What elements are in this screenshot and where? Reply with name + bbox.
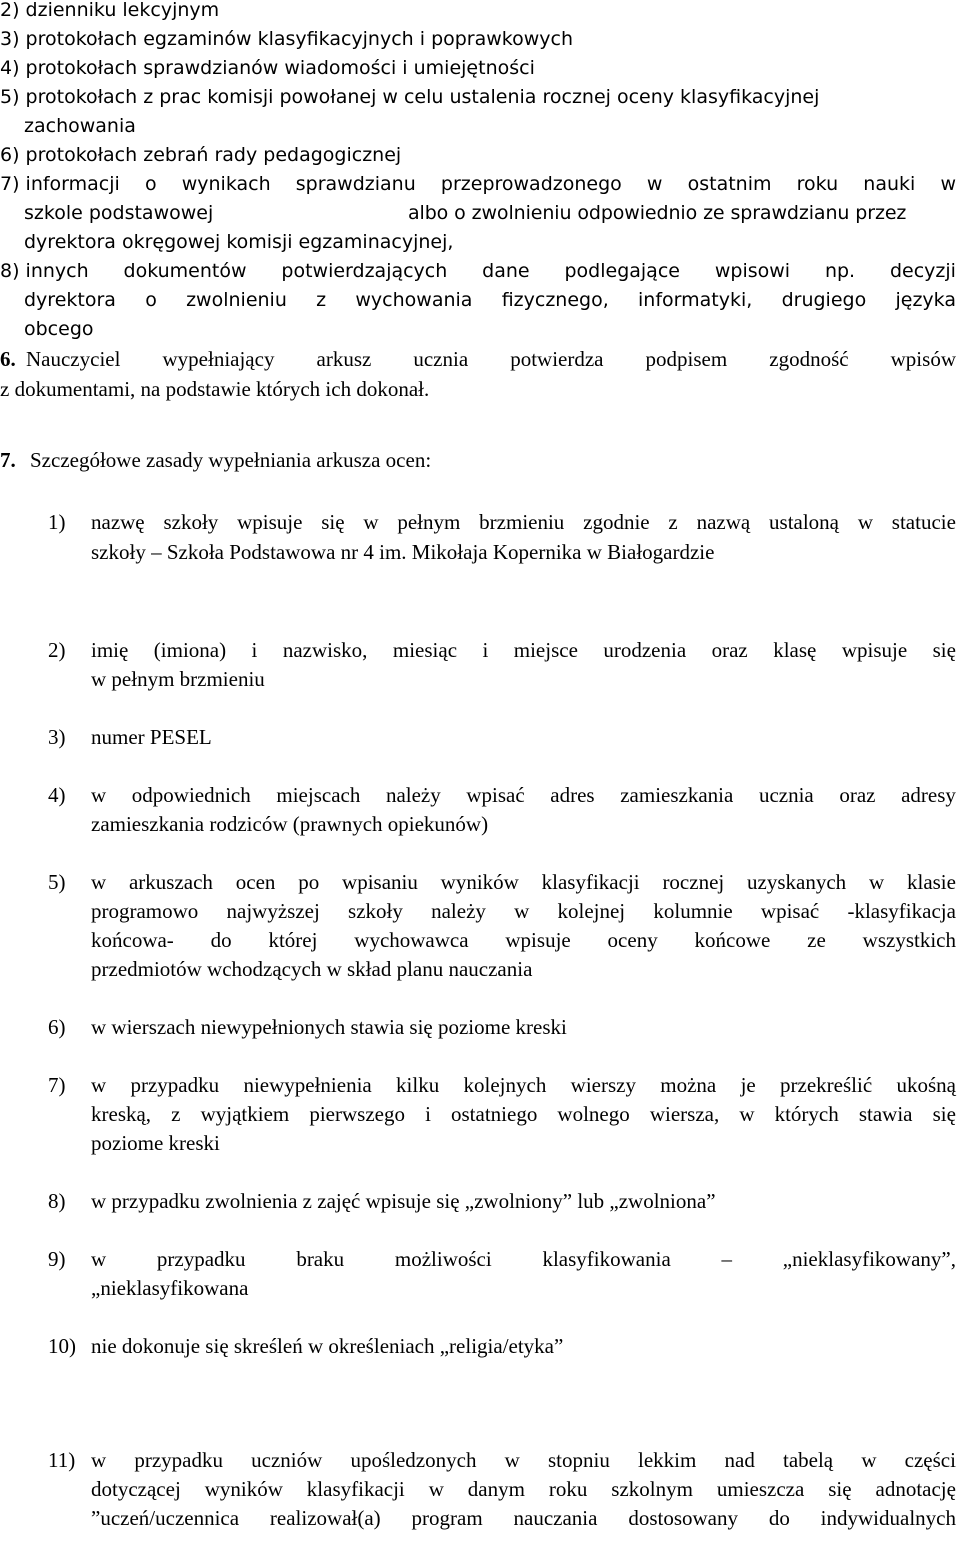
word: z (668, 510, 678, 534)
word: stawia (858, 1102, 913, 1126)
word: dostosowany (628, 1506, 738, 1530)
word: ukośną (896, 1073, 956, 1097)
word: je (740, 1073, 756, 1097)
word: np. (824, 260, 856, 282)
word: w (91, 1448, 107, 1472)
word: nauki (863, 173, 916, 195)
word: się (828, 1477, 852, 1501)
word: arkuszach (128, 870, 213, 894)
word: i (251, 638, 258, 662)
word: podlegające (564, 260, 680, 282)
word: -klasyfikacja (847, 899, 956, 923)
word: podpisem (645, 347, 728, 371)
word: dotyczącej (91, 1477, 181, 1501)
list-item: 6) protokołach zebrań rady pedagogicznej (0, 144, 402, 166)
list-item: 2) dzienniku lekcyjnym (0, 0, 220, 21)
word: adresy (901, 783, 956, 807)
word: lekkim (638, 1448, 697, 1472)
word: ostatniego (451, 1102, 538, 1126)
rule-text (91, 785, 956, 806)
word: przypadku (134, 1448, 223, 1472)
word: z (316, 289, 327, 311)
word: szkolnym (611, 1477, 693, 1501)
word: wychowawca (354, 928, 469, 952)
word: klasę (773, 638, 817, 662)
word: wyników (204, 1477, 283, 1501)
word: rocznej (662, 870, 725, 894)
word: odpowiednich (131, 783, 251, 807)
word: braku (296, 1247, 345, 1271)
word: wynikach (181, 173, 271, 195)
word: w (861, 1448, 877, 1472)
rule-text (91, 1249, 956, 1270)
word: zamieszkania (620, 783, 734, 807)
word: możliwości (394, 1247, 492, 1271)
word: w (857, 510, 873, 534)
word: adres (550, 783, 595, 807)
word: się (321, 510, 345, 534)
rule-text (91, 1450, 956, 1471)
word: w (91, 783, 107, 807)
word: się (932, 1102, 956, 1126)
word: wiersza, (649, 1102, 720, 1126)
word: w (91, 870, 107, 894)
word: potwierdzających (281, 260, 448, 282)
rule-text: nie dokonuje się skreśleń w określeniach „religia/etyka” (91, 1334, 564, 1358)
paragraph-line (26, 349, 956, 370)
word: nauczania (513, 1506, 598, 1530)
rule-number: 8) (48, 1189, 66, 1213)
word: Nauczyciel (26, 347, 121, 371)
word: klasyfikacji (306, 1477, 405, 1501)
word: – (721, 1247, 733, 1271)
word: wpisuje (505, 928, 571, 952)
word: imię (91, 638, 129, 662)
word: końcowa- (91, 928, 174, 952)
word: ucznia (758, 783, 814, 807)
rule-text: numer PESEL (91, 725, 212, 749)
word: (imiona) (153, 638, 227, 662)
word: decyzji (889, 260, 956, 282)
word: 7) informacji (0, 173, 120, 195)
word: ”uczeń/uczennica (91, 1506, 240, 1530)
word: uczniów (251, 1448, 323, 1472)
word: klasyfikowania (542, 1247, 671, 1271)
word: stopniu (547, 1448, 610, 1472)
word: należy (431, 899, 486, 923)
word: do (768, 1506, 790, 1530)
word: drugiego (781, 289, 867, 311)
word: umieszcza (716, 1477, 805, 1501)
word: indywidualnych (820, 1506, 956, 1530)
word: można (660, 1073, 717, 1097)
rule-text: w wierszach niewypełnionych stawia się poziome kreski (91, 1015, 567, 1039)
word: wpisowi (714, 260, 791, 282)
word: kilku (396, 1073, 440, 1097)
rule-number: 2) (48, 638, 66, 662)
word: oceny (607, 928, 658, 952)
word: pełnym (397, 510, 461, 534)
rule-text (91, 512, 956, 533)
word: o (145, 289, 157, 311)
word: końcowe (694, 928, 771, 952)
word: części (904, 1448, 956, 1472)
word: oraz (711, 638, 748, 662)
word: przypadku (156, 1247, 246, 1271)
word: szkoły (348, 899, 403, 923)
word: wpisać (760, 899, 820, 923)
word: wszystkich (862, 928, 956, 952)
rule-text-continuation: „nieklasyfikowana (91, 1276, 249, 1300)
word: w (514, 899, 530, 923)
word: nazwisko, (282, 638, 368, 662)
word: program (411, 1506, 483, 1530)
word: wpisów (890, 347, 956, 371)
word: wychowania (355, 289, 473, 311)
word: pierwszego (309, 1102, 405, 1126)
word: ucznia (413, 347, 469, 371)
word: z (171, 1102, 181, 1126)
list-item-continuation: szkole podstawowej (24, 202, 214, 224)
word: brzmieniu (479, 510, 565, 534)
rule-text-continuation: poziome kreski (91, 1131, 220, 1155)
word: miesiąc (392, 638, 458, 662)
word: wpisuje (841, 638, 908, 662)
word: danym (467, 1477, 525, 1501)
section-number: 7. (0, 448, 16, 472)
word: ostatnim (687, 173, 772, 195)
word: klasyfikacji (541, 870, 640, 894)
word: kolumnie (653, 899, 733, 923)
rule-text-continuation (91, 1508, 956, 1529)
word: klasie (906, 870, 956, 894)
word: której (268, 928, 318, 952)
word: i (482, 638, 489, 662)
word: wypełniający (162, 347, 275, 371)
word: dane (482, 260, 530, 282)
word: nad (724, 1448, 755, 1472)
rule-text (91, 872, 956, 893)
list-item: 3) protokołach egzaminów klasyfikacyjnych i poprawkowych (0, 28, 574, 50)
word: wyjątkiem (200, 1102, 290, 1126)
word: w (940, 173, 956, 195)
section-heading: Szczegółowe zasady wypełniania arkusza ocen: (30, 448, 432, 472)
section-number: 6. (0, 347, 16, 371)
word: adnotację (875, 1477, 956, 1501)
word: fizycznego, (501, 289, 609, 311)
word: których (774, 1102, 839, 1126)
rule-text-continuation (91, 901, 956, 922)
word: „nieklasyfikowany”, (782, 1247, 956, 1271)
word: wpisaniu (342, 870, 418, 894)
word: ze (807, 928, 826, 952)
list-item-continuation: obcego (24, 318, 94, 340)
word: wolnego (557, 1102, 630, 1126)
word: 8) innych (0, 260, 89, 282)
word: szkoły (163, 510, 219, 534)
word: wyników (440, 870, 519, 894)
word: ocen (235, 870, 276, 894)
rule-text-continuation (91, 930, 956, 951)
word: sprawdzianu (295, 173, 416, 195)
word: kolejnej (557, 899, 626, 923)
word: roku (796, 173, 839, 195)
list-item (0, 262, 956, 281)
word: realizował(a) (269, 1506, 381, 1530)
rule-text-continuation: szkoły – Szkoła Podstawowa nr 4 im. Mikołaja Kopernika w Białogardzie (91, 540, 715, 564)
word: niewypełnienia (243, 1073, 372, 1097)
rule-number: 11) (48, 1448, 76, 1472)
word: kolejnych (463, 1073, 547, 1097)
word: i (425, 1102, 431, 1126)
word: o (144, 173, 157, 195)
rule-number: 4) (48, 783, 66, 807)
word: w (91, 1073, 107, 1097)
word: zgodność (769, 347, 849, 371)
word: w (91, 1247, 107, 1271)
rule-number: 9) (48, 1247, 66, 1271)
word: w (869, 870, 885, 894)
word: wierszy (570, 1073, 636, 1097)
rule-text-continuation: przedmiotów wchodzących w skład planu nauczania (91, 957, 533, 981)
word: roku (548, 1477, 588, 1501)
list-item (0, 175, 956, 194)
word: w (646, 173, 663, 195)
word: najwyższej (226, 899, 320, 923)
word: po (298, 870, 320, 894)
word: ustaloną (769, 510, 839, 534)
word: nazwą (696, 510, 751, 534)
word: kreską, (91, 1102, 152, 1126)
rule-number: 6) (48, 1015, 66, 1039)
word: wpisuje (237, 510, 303, 534)
word: przypadku (130, 1073, 220, 1097)
word: wpisać (466, 783, 525, 807)
word: potwierdza (510, 347, 604, 371)
word: urodzenia (603, 638, 687, 662)
word: dokumentów (123, 260, 247, 282)
rule-text (91, 1075, 956, 1096)
rule-number: 10) (48, 1334, 76, 1358)
word: miejscach (276, 783, 361, 807)
rule-text-continuation: zamieszkania rodziców (prawnych opiekunów) (91, 812, 489, 836)
rule-text (91, 640, 956, 661)
list-item-continuation: dyrektora okręgowej komisji egzaminacyjnej, (24, 231, 454, 253)
word: się (932, 638, 956, 662)
word: statucie (891, 510, 956, 534)
word: nazwę (91, 510, 145, 534)
paragraph-line: z dokumentami, na podstawie których ich dokonał. (0, 377, 430, 401)
word: języka (895, 289, 956, 311)
word: programowo (91, 899, 199, 923)
word: tabelą (783, 1448, 834, 1472)
word: arkusz (316, 347, 372, 371)
word: uzyskanych (747, 870, 847, 894)
rule-number: 1) (48, 510, 66, 534)
rule-number: 3) (48, 725, 66, 749)
rule-text-continuation (91, 1104, 956, 1125)
list-item: 4) protokołach sprawdzianów wiadomości i umiejętności (0, 57, 535, 79)
word: przekreślić (780, 1073, 873, 1097)
word: w (739, 1102, 755, 1126)
word: zwolnieniu (186, 289, 287, 311)
list-item-continuation: albo o zwolnieniu odpowiednio ze sprawdzianu przez (408, 202, 907, 224)
list-item-continuation (24, 291, 956, 310)
rule-number: 5) (48, 870, 66, 894)
word: miejsce (513, 638, 578, 662)
word: dyrektora (24, 289, 116, 311)
word: przeprowadzonego (440, 173, 622, 195)
word: w (428, 1477, 444, 1501)
rule-text-continuation (91, 1479, 956, 1500)
list-item: 5) protokołach z prac komisji powołanej w celu ustalenia rocznej oceny klasyfikacyjnej (0, 86, 820, 108)
word: w (363, 510, 379, 534)
word: w (504, 1448, 520, 1472)
word: upośledzonych (350, 1448, 477, 1472)
rule-text: w przypadku zwolnienia z zajęć wpisuje się „zwolniony” lub „zwolniona” (91, 1189, 716, 1213)
list-item-continuation: zachowania (24, 115, 136, 137)
word: zgodnie (583, 510, 650, 534)
word: należy (385, 783, 441, 807)
word: do (210, 928, 232, 952)
word: oraz (839, 783, 876, 807)
rule-number: 7) (48, 1073, 66, 1097)
rule-text-continuation: w pełnym brzmieniu (91, 667, 265, 691)
word: informatyki, (638, 289, 753, 311)
